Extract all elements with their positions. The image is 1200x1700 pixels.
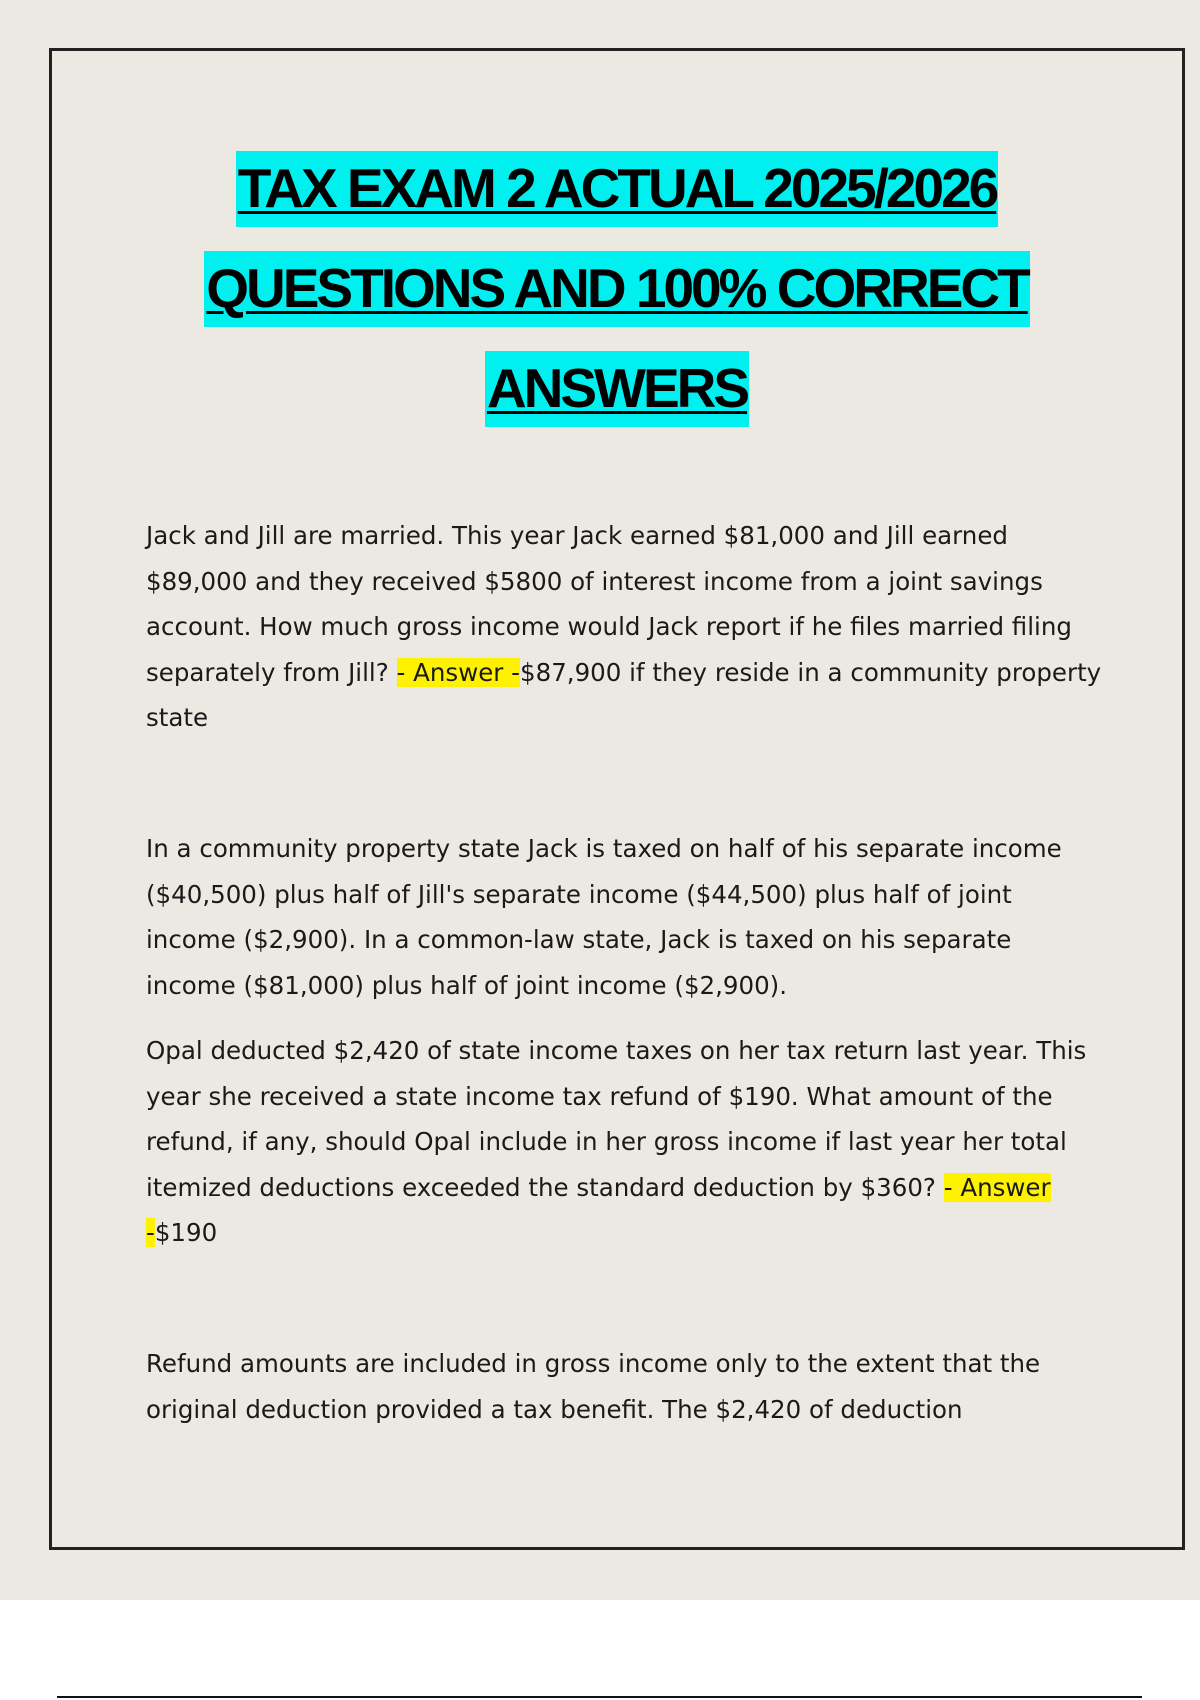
title-line-2: QUESTIONS AND 100% CORRECT xyxy=(204,251,1030,327)
question-2 xyxy=(146,1028,1106,1256)
title-line-3: ANSWERS xyxy=(485,351,749,427)
footer-rule xyxy=(57,1696,1142,1698)
answer-1-label: - Answer - xyxy=(396,657,521,687)
question-2-text: Opal deducted $2,420 of state income taxes on her tax return last year. This year she received a state income tax refund of $190. What amount of the refund, if any, should Opal include in her gross income if last year her total itemized deductions exceeded the standard deduction by $360? xyxy=(146,1036,1087,1202)
title-line-1: TAX EXAM 2 ACTUAL 2025/2026 xyxy=(236,151,999,227)
explanation-1: In a community property state Jack is taxed on half of his separate income ($40,500) plus half of Jill's separate income ($44,500) plus half of joint income ($2,900). In a common-law state, Jack is taxed on his separate income ($81,000) plus half of joint income ($2,900). xyxy=(146,834,1062,1000)
question-1-text: Jack and Jill are married. This year Jack earned $81,000 and Jill earned $89,000 and they received $5800 of interest income from a joint savings account. How much gross income would Jack report if he files married filing separately from Jill? xyxy=(146,521,1072,687)
answer-2-text: $190 xyxy=(154,1218,218,1247)
explanation-2: Refund amounts are included in gross income only to the extent that the original deduction provided a tax benefit. The $2,420 of deduction xyxy=(146,1349,1041,1424)
answer-1-text: $87,900 if they reside in a community property state xyxy=(146,657,1102,732)
document-title xyxy=(49,138,1185,438)
question-1 xyxy=(146,513,1106,741)
answer-2-label: - Answer - xyxy=(146,1172,1051,1247)
